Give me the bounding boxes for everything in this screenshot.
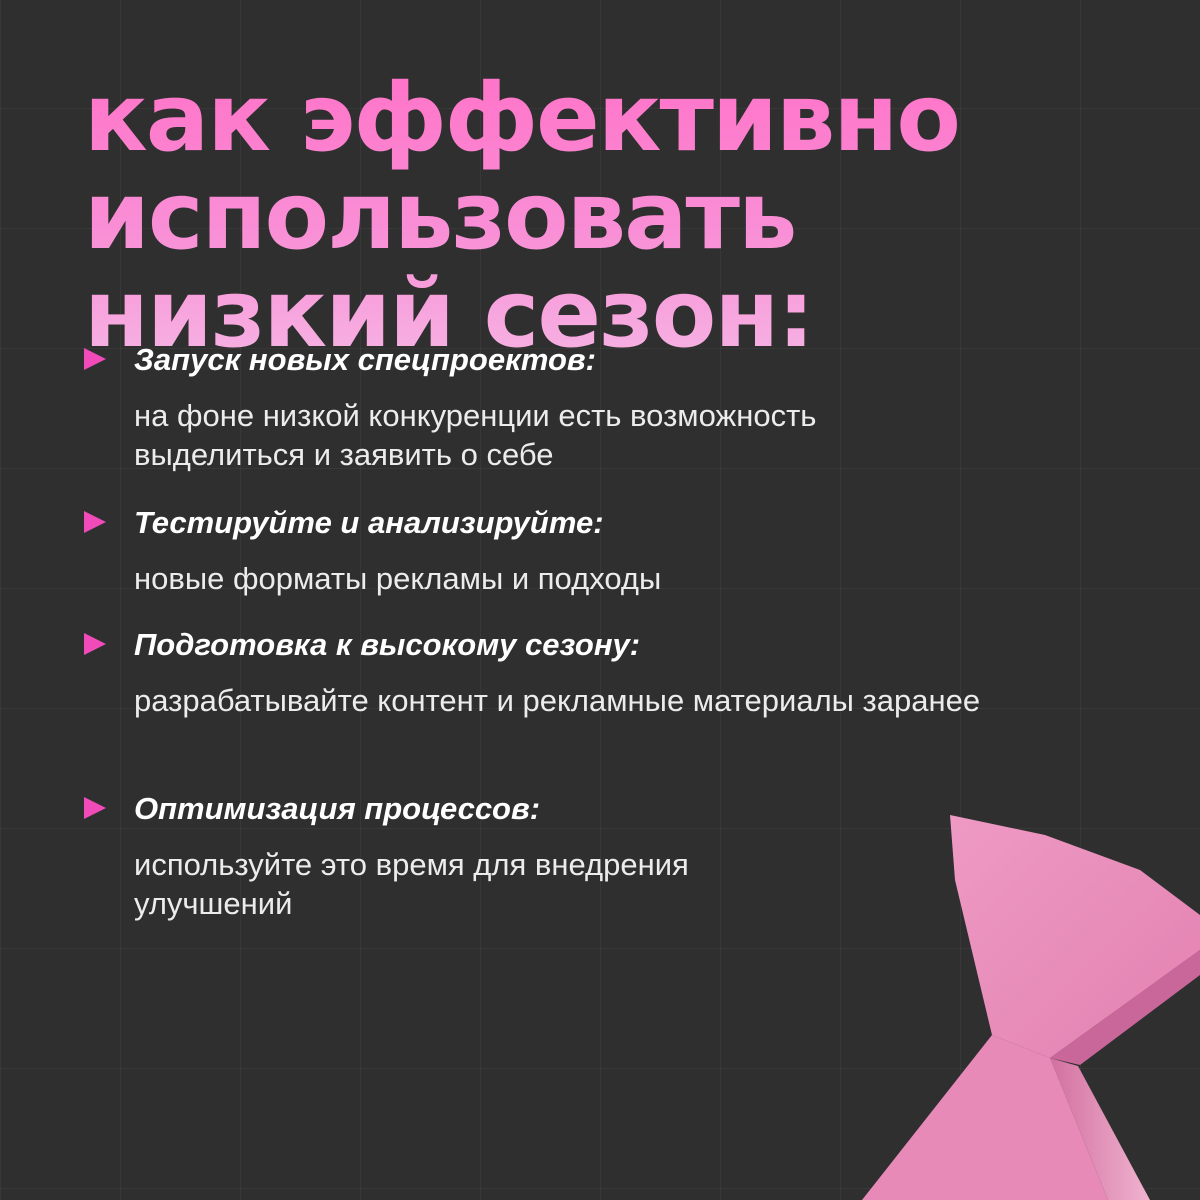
list-item xyxy=(84,505,1024,598)
play-triangle-icon xyxy=(84,797,106,819)
play-triangle-icon xyxy=(84,633,106,655)
list-item xyxy=(84,791,1024,923)
item-description: новые форматы рекламы и подходы xyxy=(134,561,662,596)
item-title: Запуск новых спецпроектов: xyxy=(134,342,596,377)
item-title: Оптимизация процессов: xyxy=(134,791,541,826)
play-triangle-icon xyxy=(84,348,106,370)
item-description: разрабатывайте контент и рекламные материалы заранее xyxy=(134,683,981,718)
title-line-2: использовать xyxy=(84,162,796,271)
list-item xyxy=(84,627,1024,720)
title-line-3: низкий сезон: xyxy=(84,260,813,369)
play-triangle-icon xyxy=(84,511,106,533)
item-description: на фоне низкой конкуренции есть возможность выделиться и заявить о себе xyxy=(134,398,817,472)
item-title: Тестируйте и анализируйте: xyxy=(134,505,604,540)
item-description: используйте это время для внедрения улучшений xyxy=(134,847,689,921)
title-line-1: как эффективно xyxy=(84,64,959,173)
page-title xyxy=(84,64,959,369)
list-item xyxy=(84,342,1024,474)
item-title: Подготовка к высокому сезону: xyxy=(134,627,641,662)
